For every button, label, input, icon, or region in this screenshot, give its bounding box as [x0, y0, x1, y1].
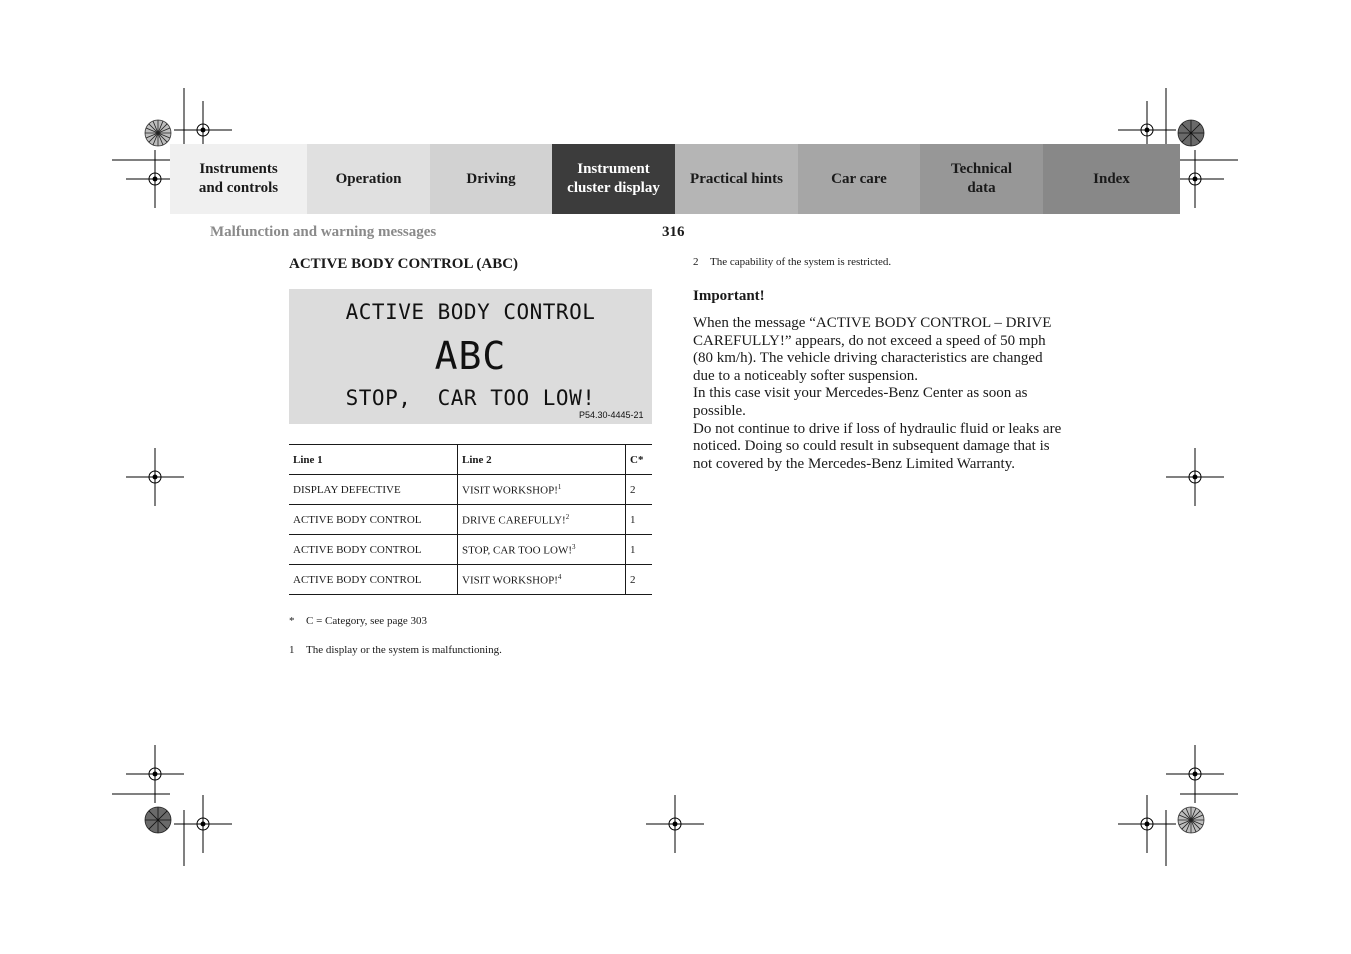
table-cell: STOP, CAR TOO LOW!$^3$	[458, 535, 626, 565]
table-cell: 1	[626, 505, 653, 535]
footnote-1: 1 The display or the system is malfunctioning.	[289, 644, 502, 656]
table-row	[289, 535, 652, 565]
column-header: Line 2	[458, 445, 626, 475]
display-line-2: ABC	[434, 334, 507, 378]
paragraph: Do not continue to drive if loss of hydraulic fluid or leaks are noticed. Doing so could result in subsequent damage that is not covered by the Mercedes-Benz Limited Warranty.	[693, 420, 1062, 472]
important-heading: Important!	[693, 288, 765, 304]
important-text	[693, 315, 1065, 473]
table-cell: DISPLAY DEFECTIVE	[289, 475, 458, 505]
column-header: C*	[626, 445, 653, 475]
table-cell: DRIVE CAREFULLY!$^2$	[458, 505, 626, 535]
table-row	[289, 475, 652, 505]
table-cell: ACTIVE BODY CONTROL	[289, 565, 458, 595]
illustration-code: P54.30-4445-21	[579, 410, 644, 420]
table-row	[289, 505, 652, 535]
tab-practical-hints[interactable]: Practical hints	[675, 144, 798, 214]
footnote-ref: 3	[572, 542, 576, 551]
table-cell: VISIT WORKSHOP!$^4$	[458, 565, 626, 595]
paragraph: In this case visit your Mercedes-Benz Center as soon as possible.	[693, 385, 1028, 419]
page-number: 316	[662, 224, 685, 240]
tab-technical-data[interactable]: Technical data	[920, 144, 1043, 214]
table-cell: ACTIVE BODY CONTROL	[289, 505, 458, 535]
paragraph: When the message “ACTIVE BODY CONTROL – DRIVE CAREFULLY!” appears, do not exceed a speed of 50 mph (80 km/h). The vehicle driving characteristics are changed due to a noticeably softer suspension.	[693, 315, 1052, 384]
tab-car-care[interactable]: Car care	[798, 144, 920, 214]
tab-driving[interactable]: Driving	[430, 144, 552, 214]
footnote-2: 2 The capability of the system is restricted.	[693, 256, 892, 268]
display-line-3: STOP, CAR TOO LOW!	[345, 386, 596, 410]
footnote-ref: 1	[557, 482, 562, 491]
tab-instrument-cluster-display[interactable]: Instrument cluster display	[552, 144, 675, 214]
footnote-ref: 2	[565, 512, 570, 521]
table-cell: 2	[626, 475, 653, 505]
footnote-category: * C = Category, see page 303	[289, 615, 427, 627]
table-cell: 2	[626, 565, 653, 595]
section-tab-bar	[170, 144, 1180, 214]
column-header: Line 1	[289, 445, 458, 475]
tab-index[interactable]: Index	[1043, 144, 1180, 214]
tab-operation[interactable]: Operation	[307, 144, 430, 214]
section-title: ACTIVE BODY CONTROL (ABC)	[289, 256, 519, 272]
tab-instruments-and-controls[interactable]: Instruments and controls	[170, 144, 307, 214]
table-row	[289, 565, 652, 595]
table-cell: 1	[626, 535, 653, 565]
table-header-row	[289, 445, 652, 475]
table-cell: ACTIVE BODY CONTROL	[289, 535, 458, 565]
message-table	[289, 444, 652, 595]
display-line-1: ACTIVE BODY CONTROL	[345, 300, 596, 324]
footnote-ref: 4	[557, 572, 562, 581]
table-cell: VISIT WORKSHOP!$^1$	[458, 475, 626, 505]
running-head: Malfunction and warning messages	[210, 224, 437, 240]
